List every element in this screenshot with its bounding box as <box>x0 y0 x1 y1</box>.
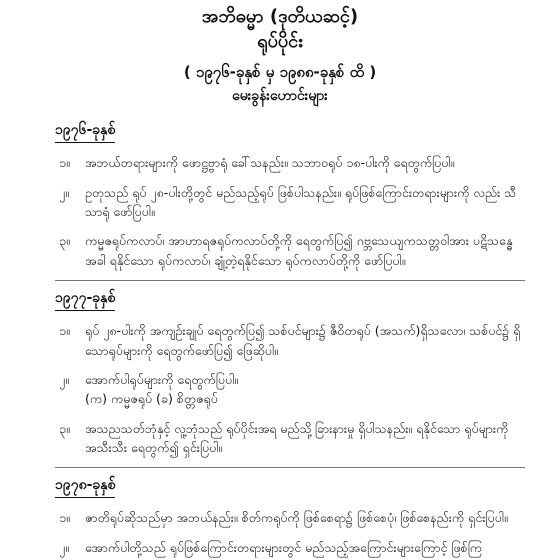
question-number: ၂။ <box>59 539 69 555</box>
document-subtitle: မေးခွန်းဟောင်းများ <box>232 87 328 104</box>
section-heading <box>55 287 560 311</box>
question-number: ၂။ <box>59 371 69 387</box>
section-heading <box>55 474 560 498</box>
question-number: ၁။ <box>59 155 70 171</box>
question-main-text: အောက်ပါရုပ်များကို ရေတွက်ပြပါ။ <box>85 371 239 387</box>
year-range: ( ၁၉၇၆-ခုနှစ် မှ ၁၉၈၈-ခုနှစ် ထိ ) <box>183 63 377 81</box>
question-item <box>59 183 532 222</box>
question-text: ကမ္မဇရုပ်ကလာပ်၊ အာဟာရဇရုပ်ကလာပ်တို့ကို ရေတွက်ပြ၍ ဂဗ္ဘသေယျကသတ္တဝါအား ပဋိသန္ဓေအခါ ရနိုင်သော ရုပ်ကလာပ်၊ ချုံ့တဲ့ရနိုင်သော ရုပ်ကလာပ်တို့ကို ဖော်ပြပါ။ <box>85 233 513 268</box>
chapter-title: ရုပ်ပိုင်း <box>257 30 303 52</box>
question-item <box>59 153 532 172</box>
question-item <box>59 321 532 360</box>
question-text: အောက်ပါတို့သည် ရုပ်ဖြစ်ကြောင်းတရားများတွင် မည်သည့်အကြောင်းများကြောင့် ဖြစ်ကြ <box>85 539 483 555</box>
question-text: အဘယ်တရားများကို ဖောဋ္ဌဗ္ဗာရုံ ခေါ်သနည်း။ သဘာဝရုပ် ၁၈-ပါးကို ရေတွက်ပြပါ။ <box>85 155 455 171</box>
question-text: ရုပ် ၂၈-ပါးကို အကျဉ်းချုပ် ရေတွက်ပြ၍ သစ်ပင်များ၌ ဇီဝိတရုပ် (အသက်)ရှိသလော၊ သစ်ပင်၌ ရှိသောရုပ်များကို ရေတွက်ဖော်ပြ၍ ဖြေဆိုပါ။ <box>85 323 521 358</box>
question-number: ၁။ <box>59 323 70 339</box>
question-item <box>59 419 532 458</box>
question-text: ဥတုသည် ရုပ် ၂၈-ပါးတို့တွင် မည်သည့်ရုပ် ဖြစ်ပါသနည်း။ ရုပ်ဖြစ်ကြောင်းတရားများကို လည်း သီသာရုံ ဖော်ပြပါ။ <box>85 184 517 219</box>
subject-title: အဘိဓမ္မာ (ဒုတိယဆင့်) <box>201 6 359 27</box>
question-subparts: (က) ကမ္မဇရုပ် (ခ) စိတ္တဇရုပ် <box>85 391 218 407</box>
section-year: ၁၉၇၈-ခုနှစ် <box>55 475 115 498</box>
question-item <box>59 508 532 527</box>
section-year: ၁၉၇၇-ခုနှစ် <box>55 288 115 311</box>
document-header <box>0 0 560 105</box>
question-number: ၃။ <box>59 420 70 436</box>
section-heading <box>55 119 560 143</box>
question-item <box>59 538 532 557</box>
section-divider <box>55 467 525 468</box>
question-number: ၂။ <box>59 184 69 200</box>
question-number: ၃။ <box>59 233 70 249</box>
question-text: ဇာတိရုပ်ဆိုသည်မှာ အဘယ်နည်း။ စိတ်ကရုပ်ကို ဖြစ်စေရာ၌ ဖြစ်စေပုံ၊ ဖြစ်စေနည်းကို ရှင်းပြပါ။ <box>85 510 508 526</box>
section-divider <box>55 280 525 281</box>
question-item <box>59 231 532 270</box>
question-text <box>85 370 532 409</box>
question-number: ၁။ <box>59 510 70 526</box>
question-text: အသညသတ်ဘုံနှင့် လူ့ဘုံသည် ရုပ်ပိုင်းအရ မည်သို့ခြားနားမှု ရှိပါသနည်း။ ရနိုင်သော ရုပ်များကို အသီးသီး ရေတွက်၍ ရှင်းပြပါ။ <box>85 420 509 455</box>
section-year: ၁၉၇၆-ခုနှစ် <box>55 120 115 143</box>
question-item <box>59 370 532 409</box>
